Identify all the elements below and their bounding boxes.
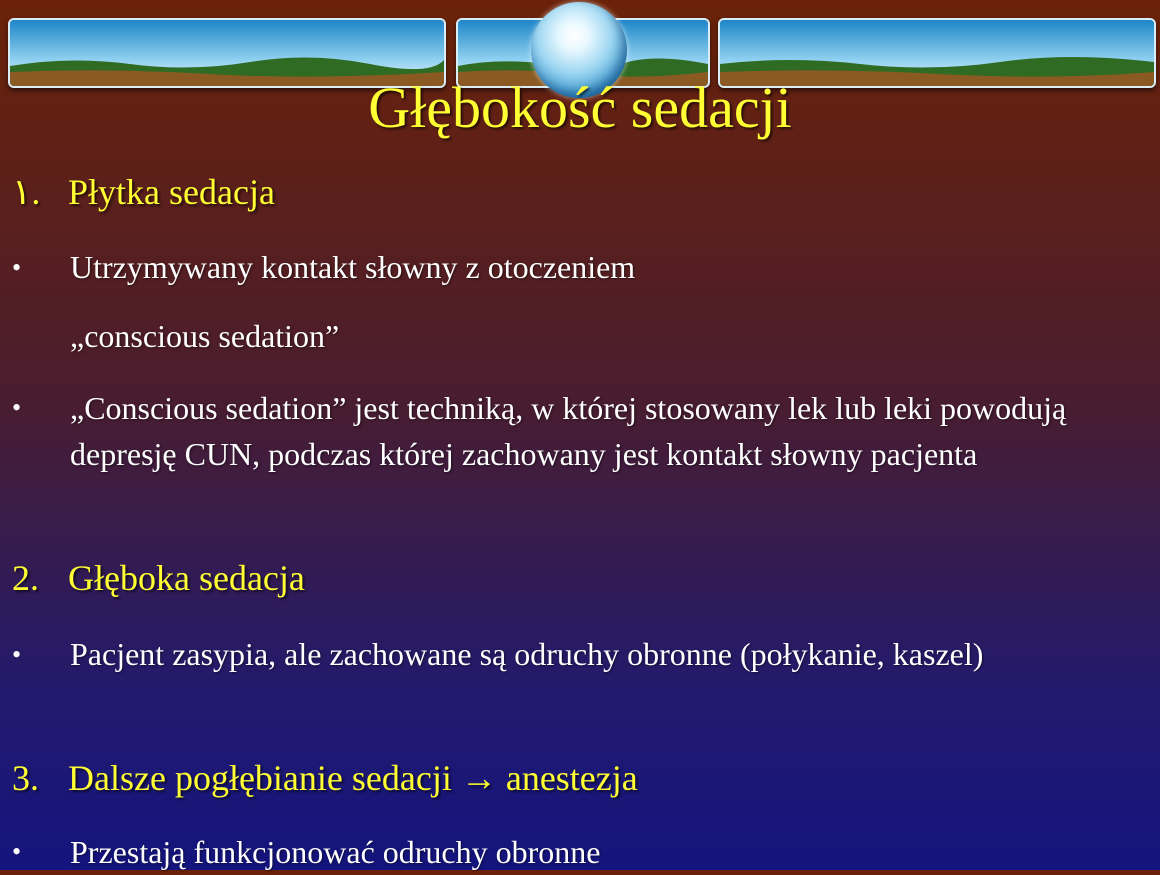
bullet-icon: • [12, 640, 22, 669]
s2-bullet-1-text: Pacjent zasypia, ale zachowane są odruchy obronne (połykanie, kaszel) [70, 636, 984, 672]
bullet-icon: • [12, 837, 22, 866]
s1-quote-text: „conscious sedation” [70, 318, 340, 354]
section-3-number: 3. [12, 758, 39, 798]
section-1-heading: Płytka sedacja [68, 172, 275, 212]
s1-bullet-2-text: „Conscious sedation” jest techniką, w której stosowany lek lub leki powodują depresję CUN, podczas której zachowany jest kontakt słowny pacjenta [70, 390, 1067, 472]
section-2-number: 2. [12, 558, 39, 598]
slide-title: Głębokość sedacji [368, 75, 792, 140]
s3-bullet-1-text: Przestają funkcjonować odruchy obronne [70, 834, 601, 870]
section-2-heading: Głęboka sedacja [68, 558, 305, 598]
s1-bullet-1-text: Utrzymywany kontakt słowny z otoczeniem [70, 249, 636, 285]
bullet-icon: • [12, 393, 22, 422]
section-1-number: ١. [12, 172, 41, 212]
section-3-heading: Dalsze pogłębianie sedacji → anestezja [68, 758, 638, 798]
bullet-icon: • [12, 253, 22, 282]
